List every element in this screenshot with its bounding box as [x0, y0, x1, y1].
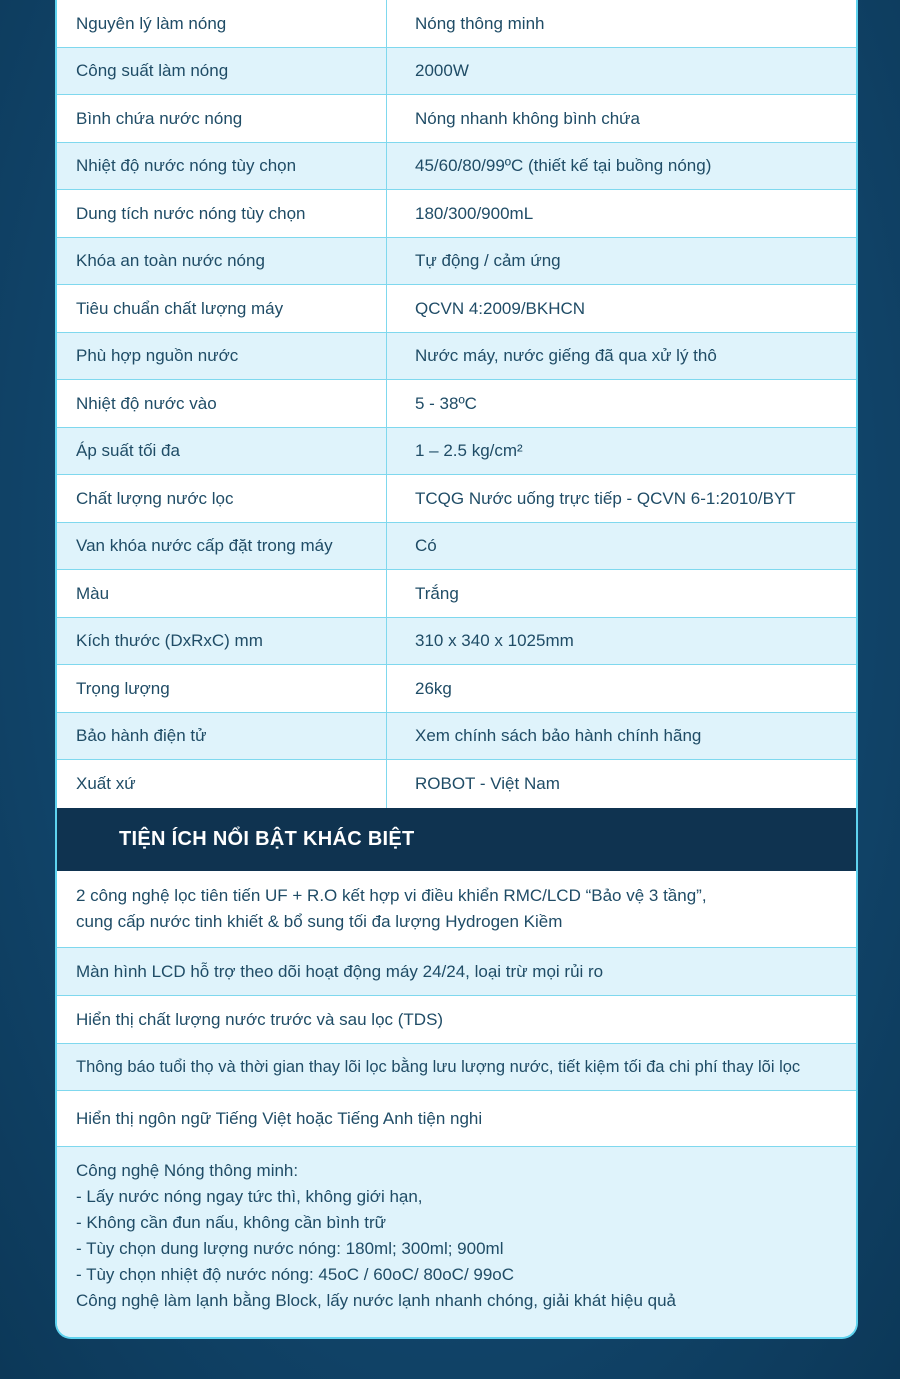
feature-item — [57, 1044, 856, 1091]
spec-label: Phù hợp nguồn nước — [57, 333, 387, 379]
spec-value: Tự động / cảm ứng — [415, 251, 561, 270]
spec-label: Màu — [57, 570, 387, 617]
feature-line: Hiển thị chất lượng nước trước và sau lọc (TDS) — [76, 1009, 444, 1029]
feature-line: Công nghệ Nóng thông minh: — [76, 1161, 299, 1180]
feature-line: - Tùy chọn dung lượng nước nóng: 180ml; 300ml; 900ml — [76, 1239, 504, 1258]
spec-label: Dung tích nước nóng tùy chọn — [57, 190, 387, 237]
feature-item — [57, 996, 856, 1044]
spec-row — [57, 190, 856, 238]
spec-value: Nước máy, nước giếng đã qua xử lý thô — [415, 346, 717, 365]
spec-label: Tiêu chuẩn chất lượng máy — [57, 285, 387, 332]
spec-table — [57, 0, 856, 808]
feature-item — [57, 1091, 856, 1147]
spec-row — [57, 570, 856, 618]
feature-line: Màn hình LCD hỗ trợ theo dõi hoạt động máy 24/24, loại trừ mọi rủi ro — [76, 961, 604, 981]
spec-label: Khóa an toàn nước nóng — [57, 238, 387, 284]
spec-row — [57, 665, 856, 713]
spec-label: Van khóa nước cấp đặt trong máy — [57, 523, 387, 569]
spec-row — [57, 95, 856, 143]
spec-row — [57, 760, 856, 808]
feature-line: - Lấy nước nóng ngay tức thì, không giới hạn, — [76, 1187, 423, 1206]
spec-label: Bảo hành điện tử — [57, 713, 387, 759]
spec-label: Trọng lượng — [57, 665, 387, 712]
spec-row — [57, 238, 856, 285]
spec-value: Có — [415, 536, 437, 555]
feature-line: cung cấp nước tinh khiết & bổ sung tối đa lượng Hydrogen Kiềm — [76, 912, 563, 931]
feature-line: - Không cần đun nấu, không cần bình trữ — [76, 1213, 387, 1232]
spec-value: 45/60/80/99ºC (thiết kế tại buồng nóng) — [415, 156, 712, 175]
feature-line: Hiển thị ngôn ngữ Tiếng Việt hoặc Tiếng Anh tiện nghi — [76, 1108, 483, 1128]
spec-row — [57, 428, 856, 475]
spec-label: Xuất xứ — [57, 760, 387, 808]
features-header — [57, 808, 856, 871]
spec-value: 180/300/900mL — [415, 203, 534, 223]
spec-row — [57, 713, 856, 760]
spec-label: Kích thước (DxRxC) mm — [57, 618, 387, 664]
spec-row — [57, 475, 856, 523]
feature-line: Thông báo tuổi thọ và thời gian thay lõi lọc bằng lưu lượng nước, tiết kiệm tối đa chi phí thay lõi lọc — [76, 1058, 801, 1076]
spec-value: 310 x 340 x 1025mm — [415, 631, 574, 650]
feature-line: - Tùy chọn nhiệt độ nước nóng: 45oC / 60oC/ 80oC/ 99oC — [76, 1265, 515, 1284]
spec-panel — [55, 0, 858, 1339]
spec-label: Chất lượng nước lọc — [57, 475, 387, 522]
spec-value: 1 – 2.5 kg/cm² — [415, 441, 523, 460]
spec-value: Nóng nhanh không bình chứa — [415, 108, 641, 128]
spec-row — [57, 523, 856, 570]
spec-label: Nguyên lý làm nóng — [57, 0, 387, 47]
spec-value: 5 - 38ºC — [415, 393, 477, 413]
spec-row — [57, 0, 856, 48]
spec-label: Công suất làm nóng — [57, 48, 387, 94]
spec-value: Xem chính sách bảo hành chính hãng — [415, 726, 702, 745]
feature-item — [57, 871, 856, 948]
spec-row — [57, 380, 856, 428]
spec-value: 26kg — [415, 678, 452, 698]
spec-value: TCQG Nước uống trực tiếp - QCVN 6-1:2010/BYT — [415, 488, 796, 508]
feature-line: Công nghệ làm lạnh bằng Block, lấy nước lạnh nhanh chóng, giải khát hiệu quả — [76, 1291, 676, 1310]
spec-value: QCVN 4:2009/BKHCN — [415, 298, 586, 318]
feature-item — [57, 948, 856, 996]
spec-value: ROBOT - Việt Nam — [415, 774, 560, 793]
spec-row — [57, 48, 856, 95]
spec-value: Trắng — [415, 583, 459, 603]
spec-row — [57, 618, 856, 665]
feature-line: 2 công nghệ lọc tiên tiến UF + R.O kết hợp vi điều khiển RMC/LCD “Bảo vệ 3 tầng”, — [76, 886, 707, 905]
spec-row — [57, 285, 856, 333]
spec-value: Nóng thông minh — [415, 13, 545, 33]
spec-row — [57, 333, 856, 380]
feature-item — [57, 1147, 856, 1339]
features-title: TIỆN ÍCH NỔI BẬT KHÁC BIỆT — [119, 828, 415, 850]
spec-row — [57, 143, 856, 190]
spec-label: Nhiệt độ nước vào — [57, 380, 387, 427]
spec-label: Áp suất tối đa — [57, 428, 387, 474]
spec-label: Nhiệt độ nước nóng tùy chọn — [57, 143, 387, 189]
spec-label: Bình chứa nước nóng — [57, 95, 387, 142]
spec-value: 2000W — [415, 61, 469, 80]
